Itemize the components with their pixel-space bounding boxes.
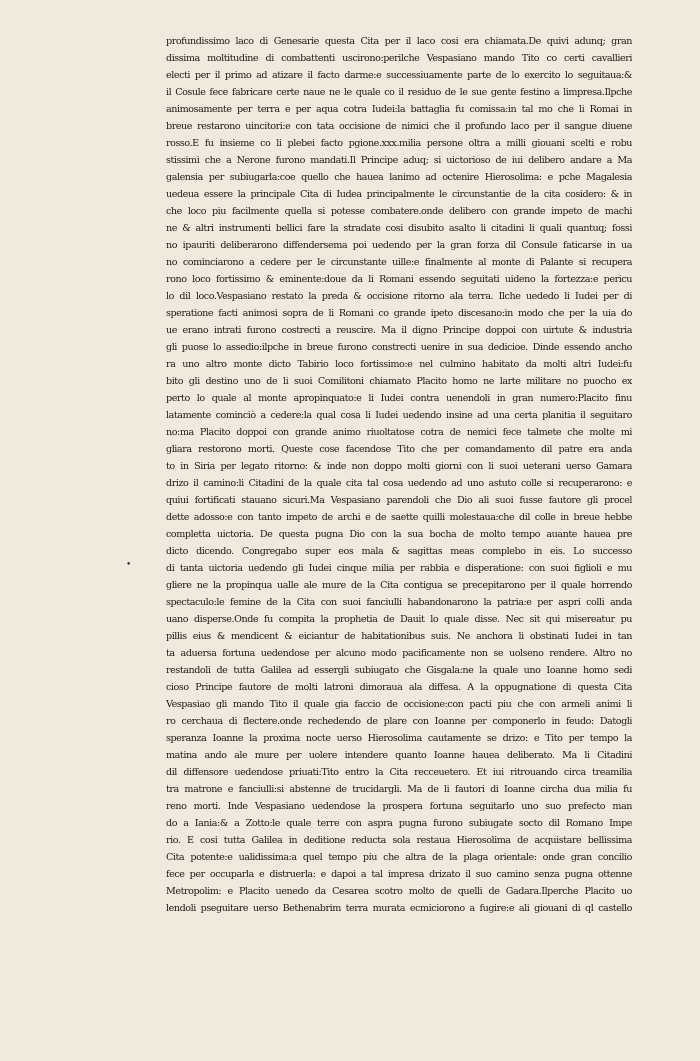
text-line: drizo il camino:li Citadini de la quale cita tal cosa uedendo ad uno astuto colle si recuperarono: e: [166, 478, 632, 489]
text-line: gli puose lo assedio:ilpche in breue furono constrecti uenire in sua dedicioe. Dinde essendo ancho: [166, 342, 632, 353]
text-line: animosamente per terra e per aqua cotra Iudei:la battaglia fu comissa:in tal mo che li Romai in: [166, 104, 632, 115]
text-line: quiui fortificati stauano sicuri.Ma Vespasiano parendoli che Dio ali suoi fusse fautore gli procel: [166, 495, 632, 506]
text-line: no cominciarono a cedere per le circunstante uille:e finalmente al monte di Palante si recupera: [166, 257, 632, 268]
text-line: rono loco fortissimo & eminente:doue da li Romani essendo seguitati uideno la fortezza:e pericu: [166, 274, 632, 285]
text-line: profundissimo laco di Genesarie questa Cita per il laco cosi era chiamata.De quivi adunq; gran: [166, 36, 632, 47]
text-line: matina ando ale mure per uolere intendere quanto Ioanne hauea deliberato. Ma li Citadini: [166, 750, 632, 761]
text-line: uedeua essere la principale Cita di Iudea principalmente le circunstantie de la cita cosidero: & in: [166, 189, 632, 200]
text-line: Metropolim: e Placito uenedo da Cesarea scotro molto de quelli de Gadara.Ilperche Placito uo: [166, 886, 632, 897]
text-line: to in Siria per legato ritorno: & inde non doppo molti giorni con li suoi ueterani uerso Gamara: [166, 461, 632, 472]
text-line: restandoli de tutta Galilea ad essergli subiugato che Gisgala:ne la quale uno Ioanne homo sedi: [166, 665, 632, 676]
text-line: gliere ne la propinqua ualle ale mure de la Cita contigua se precepitarono per il quale horrendo: [166, 580, 632, 591]
text-line: stissimi che a Nerone furono mandati.Il Principe aduq; si uictorioso de iui delibero andare a Ma: [166, 155, 632, 166]
text-line: dette adosso:e con tanto impeto de archi e de saette quilli molestaua:che dil colle in breue hebbe: [166, 512, 632, 523]
text-line: rosso.E fu insieme co li plebei facto pgione.xxx.milia persone oltra a milli giouani scelti e robu: [166, 138, 632, 149]
text-line: electi per il primo ad atizare il facto darme:e successiuamente parte de lo exercito lo seguitaua:&: [166, 70, 632, 81]
text-line: completta uictoria. De questa pugna Dio con la sua bocha de molto tempo auante hauea pre: [166, 529, 632, 540]
text-line: galensia per subiugarla:coe quello che hauea lanimo ad octenire Hierosolima: e pche Magalesia: [166, 172, 632, 183]
text-line: fece per occuparla e distruerla: e dapoi a tal impresa drizato il suo camino senza pugna ottenne: [166, 869, 632, 880]
text-line: uano disperse.Onde fu compita la prophetia de Dauit lo quale disse. Nec sit qui misereatur pu: [166, 614, 632, 625]
text-line: pillis eius & mendicent & eiciantur de habitationibus suis. Ne anchora li obstinati Iudei in tan: [166, 631, 632, 642]
text-line: lo dil loco.Vespasiano restato la preda & occisione ritorno ala terra. Ilche uededo li Iudei per di: [166, 291, 632, 302]
text-line: speratione facti animosi sopra de li Romani co grande ipeto discesano:in modo che per la uia do: [166, 308, 632, 319]
text-line: ro cerchaua di flectere.onde rechedendo de plare con Ioanne per componerlo in feudo: Datogli: [166, 716, 632, 727]
text-line: dissima moltitudine di combattenti uscirono:perilche Vespasiano mando Tito co certi cavallieri: [166, 53, 632, 64]
text-line: ne & altri instrumenti bellici fare la stradate cosi disubito asalto li citadini li quali quantuq; fossi: [166, 223, 632, 234]
text-line: speranza Ioanne la proxima nocte uerso Hierosolima cautamente se drizo: e Tito per tempo la: [166, 733, 632, 744]
text-line: di tanta uictoria uedendo gli Iudei cinque milia per rabbia e disperatione: con suoi figlioli e mu: [166, 563, 632, 574]
text-line: ra uno altro monte dicto Tabirio loco fortissimo:e nel culmino habitato da molti altri Iudei:fu: [166, 359, 632, 370]
text-line: rio. E cosi tutta Galilea in deditione reducta sola restaua Hierosolima de acquistare bellissima: [166, 835, 632, 846]
text-line: ta aduersa fortuna uedendose per alcuno modo pacificamente non se uolseno rendere. Altro no: [166, 648, 632, 659]
text-line: spectaculo:le femine de la Cita con suoi fanciulli habandonarono la patria:e per aspri colli anda: [166, 597, 632, 608]
text-line: latamente cominciò a cedere:la qual cosa li Iudei uedendo insine ad una certa planitia il seguitaro: [166, 410, 632, 421]
text-line: cioso Principe fautore de molti latroni dimoraua ala diffesa. A la oppugnatione di questa Cita: [166, 682, 632, 693]
text-line: dil diffensore uedendose priuati:Tito entro la Cita recceuetero. Et iui ritrouando circa treamilia: [166, 767, 632, 778]
text-line: ue erano intrati furono costrecti a reuscire. Ma il digno Principe doppoi con uirtute & industria: [166, 325, 632, 336]
text-line: no ipauriti deliberarono diffendersema poi uedendo per la gran forza dil Consule faticarse in ua: [166, 240, 632, 251]
text-line: il Cosule fece fabricare certe naue ne le quale co il residuo de le sue gente festino a limpresa.Ilpche: [166, 87, 632, 98]
text-line: lendoli pseguitare uerso Bethenabrim terra murata ecmiciorono a fugire:e ali giouani di ql castello: [166, 903, 632, 914]
text-line: tra matrone e fanciulli:si abstenne de trucidargli. Ma de li fautori di Ioanne circha dua milia fu: [166, 784, 632, 795]
text-line: che loco piu facilmente quella si potesse combatere.onde delibero con grande impeto de machi: [166, 206, 632, 217]
text-line: perto lo quale al monte apropinquato:e li Iudei contra uenendoli in gran numero:Placito finu: [166, 393, 632, 404]
text-line: reno morti. Inde Vespasiano uedendose la prospera fortuna seguitarlo uno suo prefecto man: [166, 801, 632, 812]
text-line: no:ma Placito doppoi con grande animo riuoltatose cotra de nemici fece talmete che molte mi: [166, 427, 632, 438]
text-line: Vespasiao gli mando Tito il quale gia faccio de occisione:con pacti piu che con armeli animi li: [166, 699, 632, 710]
text-line: breue restarono uincitori:e con tata occisione de nimici che il profundo laco per il sangue diuene: [166, 121, 632, 132]
text-line: do a Iania:& a Zotto:le quale terre con aspra pugna furono subiugate socto dil Romano Impe: [166, 818, 632, 829]
text-column: [166, 33, 632, 917]
text-line: bito gli destino uno de li suoi Comilitoni chiamato Placito homo ne larte militare no puocho ex: [166, 376, 632, 387]
margin-mark: •: [126, 560, 132, 570]
text-line: Cita potente:e ualidissima:a quel tempo piu che altra de la plaga orientale: onde gran concilio: [166, 852, 632, 863]
text-line: dicto dicendo. Congregabo super eos mala & sagittas meas complebo in eis. Lo successo: [166, 546, 632, 557]
text-line: gliara restorono morti. Queste cose facendose Tito che per comandamento dil patre era anda: [166, 444, 632, 455]
